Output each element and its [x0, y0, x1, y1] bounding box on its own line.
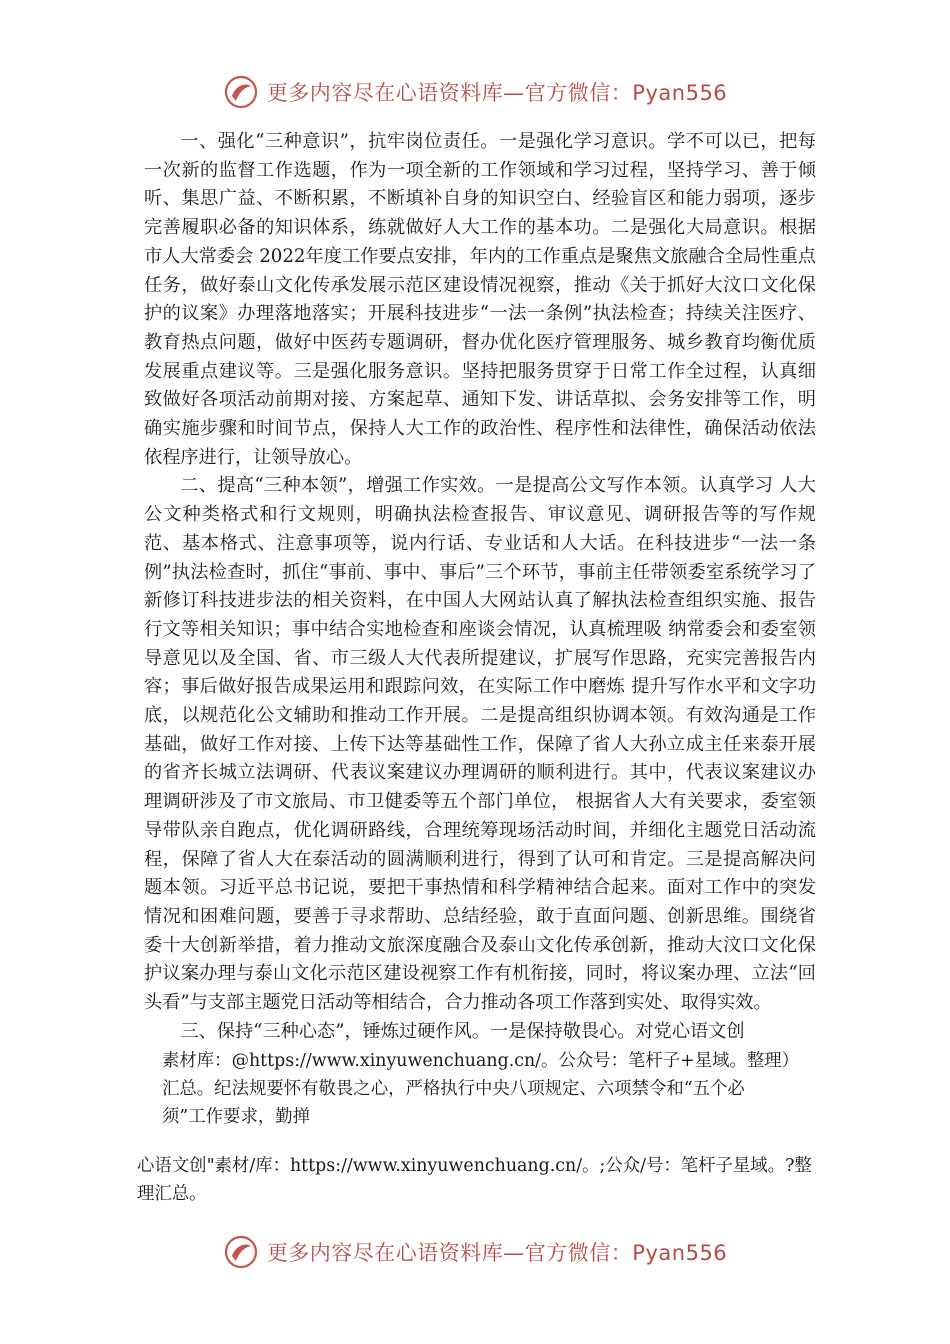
paragraph-1: 一、强化“三种意识”，抗牢岗位责任。一是强化学习意识。学不可以已，把每一次新的监督工作选题，作为一项全新的工作领域和学习过程，坚持学习、善于倾听、集思广益、不断积累，不断填补自身的知识空白、经验盲区和能力弱项，逐步完善履职必备的知识体系，练就做好人大工作的基本功。二是强化大局意识。根据市人大常委会 2022年度工作要点安排，年内的工作重点是聚焦文旅融合全局性重点任务，做好泰山文化传承发展示范区建设情况视察，推动《关于抓好大汶口文化保护的议案》办理落地落实；开展科技进步“一法一条例”执法检查；持续关注医疗、教育热点问题，做好中医药专题调研，督办优化医疗管理服务、城乡教育均衡优质发展重点建议等。三是强化服务意识。坚持把服务贯穿于日常工作全过程，认真细致做好各项活动前期对接、方案起草、通知下发、讲话草拟、会务安排等工作，明确实施步骤和时间节点，保持人大工作的政治性、程序性和法律性，确保活动依法依程序进行，让领导放心。: [144, 131, 816, 468]
header-banner: [0, 72, 950, 112]
document-body: [144, 128, 816, 1131]
paragraph-3: 三、保持“三种心态”，锤炼过硬作风。一是保持敬畏心。对党心语文创: [180, 1020, 745, 1042]
paragraph-2: 二、提高“三种本领”，增强工作实效。一是提高公文写作本领。认真学习 人大公文种类格式和行文规则，明确执法检查报告、审议意见、调研报告等的写作规范、基本格式、注意事项等，说内行话、专业话和人大话。在科技进步“一法一条例”执法检查时，抓住“事前、事中、事后”三个环节，事前主任带领委室系统学习了新修订科技进步法的相关资料，在中国人大网站认真了解执法检查组织实施、报告行文等相关知识；事中结合实地检查和座谈会情况，认真梳理吸 纳常委会和委室领导意见以及全国、省、市三级人大代表所提建议，扩展写作思路，充实完善报告内容；事后做好报告成果运用和跟踪问效，在实际工作中磨炼 提升写作水平和文字功底，以规范化公文辅助和推动工作开展。二是提高组织协调本领。有效沟通是工作基础，做好工作对接、上传下达等基础性工作，保障了省人大孙立成主任来泰开展的省齐长城立法调研、代表议案建议办理调研的顺利进行。其中，代表议案建议办理调研涉及了市文旅局、市卫健委等五个部门单位， 根据省人大有关要求，委室领导带队亲自跑点，优化调研路线，合理统筹现场活动时间，并细化主题党日活动流程，保障了省人大在泰活动的圆满顺利进行，得到了认可和肯定。三是提高解决问题本领。习近平总书记说，要把干事热情和科学精神结合起来。面对工作中的突发情况和困难问题，要善于寻求帮助、总结经验，敢于直面问题、创新思维。围绕省委十大创新举措，着力推动文旅深度融合及泰山文化传承创新，推动大汶口文化保护议案办理与泰山文化示范区建设视察工作有机衔接，同时，将议案办理、立法“回头看”与支部主题党日活动等相结合，合力推动各项工作落到实处、取得实效。: [144, 475, 816, 1014]
source-line-2: 汇总。纪法规要怀有敬畏之心，严格执行中央八项规定、六项禁令和“五个必: [162, 1078, 745, 1099]
footer-note: 心语文创"素材/库：https://www.xinyuwenchuang.cn/。;公众/号：笔杆子星域。?整理汇总。: [137, 1156, 812, 1204]
source-line-3: 须”工作要求，勤掸: [162, 1106, 311, 1127]
logo-icon: [223, 74, 259, 110]
source-line-1: 素材库：@https://www.xinyuwenchuang.cn/。公众号：笔杆子+星域。整理）: [162, 1050, 800, 1071]
banner-text: 更多内容尽在心语资料库—官方微信：Pyan556: [266, 81, 728, 105]
banner-text: 更多内容尽在心语资料库—官方微信：Pyan556: [266, 1241, 728, 1265]
footer-banner: [0, 1232, 950, 1272]
logo-icon: [223, 1234, 259, 1270]
